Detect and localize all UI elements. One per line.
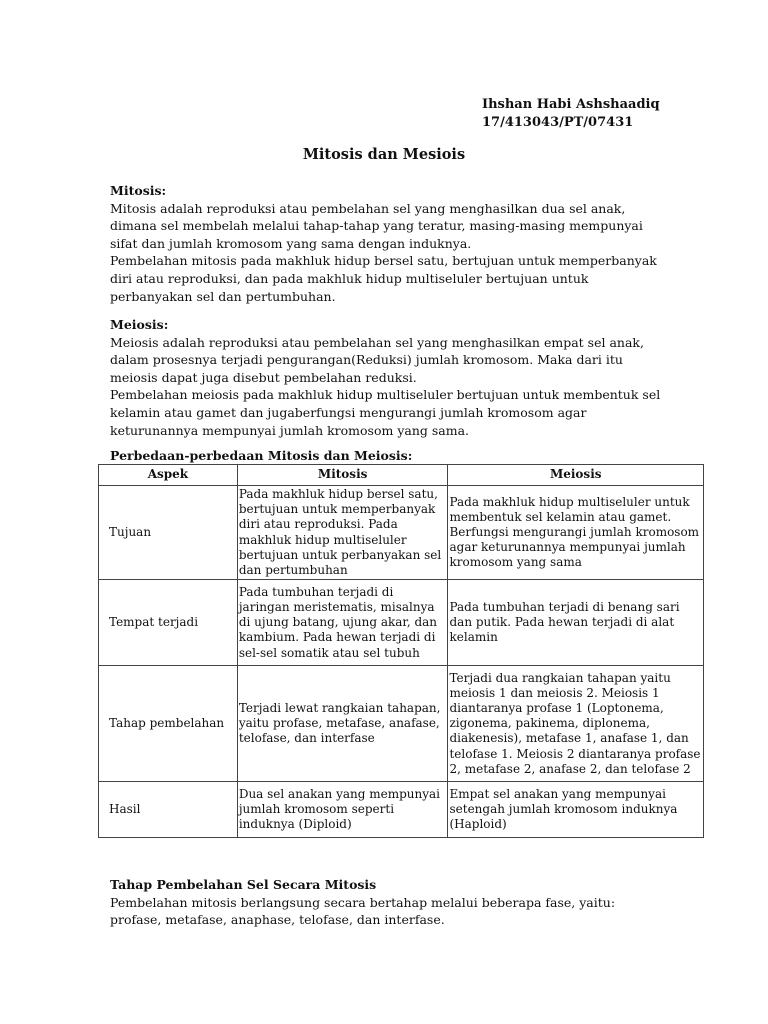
mitosis-paragraph-1: Mitosis adalah reproduksi atau pembelahan sel yang menghasilkan dua sel anak, dimana sel membelah melalui tahap-tahap yang teratur, masing-masing mempunyai sifat dan jumlah kromosom yang sama dengan induknya. [110, 200, 643, 251]
table-cell-aspect: Tujuan [99, 486, 238, 580]
meiosis-paragraph-1: Meiosis adalah reproduksi atau pembelahan sel yang menghasilkan empat sel anak, dalam prosesnya terjadi pengurangan(Reduksi) jumlah kromosom. Maka dari itu meiosis dapat juga disebut pembelahan reduksi. [110, 334, 644, 385]
table-row [99, 486, 704, 580]
author-block [482, 96, 660, 132]
table-header-row [99, 465, 704, 486]
table-heading: Perbedaan-perbedaan Mitosis dan Meiosis: [110, 448, 413, 463]
mitosis-section [110, 182, 670, 305]
table-cell-aspect: Tahap pembelahan [99, 666, 238, 782]
document-title: Mitosis dan Mesiois [302, 146, 466, 163]
table-row [99, 580, 704, 666]
table-cell-meiosis: Pada tumbuhan terjadi di benang sari dan putik. Pada hewan terjadi di alat kelamin [448, 580, 704, 666]
table-row [99, 782, 704, 838]
column-header-aspect: Aspek [99, 465, 238, 486]
mitosis-heading: Mitosis: [110, 183, 167, 198]
author-id: 17/413043/PT/07431 [482, 115, 634, 130]
table-cell-meiosis: Terjadi dua rangkaian tahapan yaitu meiosis 1 dan meiosis 2. Meiosis 1 diantaranya profase 1 (Loptonema, zigonema, pakinema, diplonema, diakenesis), metafase 1, anafase 1, dan telofase 1. Meiosis 2 diantaranya profase 2, metafase 2, anafase 2, dan telofase 2 [448, 666, 704, 782]
table-cell-aspect: Hasil [99, 782, 238, 838]
tahap-paragraph: Pembelahan mitosis berlangsung secara bertahap melalui beberapa fase, yaitu: profase, metafase, anaphase, telofase, dan interfase. [110, 894, 616, 928]
column-header-meiosis: Meiosis [448, 465, 704, 486]
tahap-heading: Tahap Pembelahan Sel Secara Mitosis [110, 877, 377, 892]
table-cell-mitosis: Terjadi lewat rangkaian tahapan, yaitu profase, metafase, anafase, telofase, dan interfase [237, 666, 448, 782]
table-cell-meiosis: Empat sel anakan yang mempunyai setengah jumlah kromosom induknya (Haploid) [448, 782, 704, 838]
tahap-section [110, 876, 670, 929]
table-cell-mitosis: Pada makhluk hidup bersel satu, bertujuan untuk memperbanyak diri atau reproduksi. Pada makhluk hidup multiseluler bertujuan untuk perbanyakan sel dan pertumbuhan [237, 486, 448, 580]
meiosis-paragraph-2: Pembelahan meiosis pada makhluk hidup multiseluler bertujuan untuk membentuk sel kelamin atau gamet dan jugaberfungsi mengurangi jumlah kromosom agar keturunannya mempunyai jumlah kromosom yang sama. [110, 387, 661, 438]
table-cell-meiosis: Pada makhluk hidup multiseluler untuk membentuk sel kelamin atau gamet. Berfungsi mengurangi jumlah kromosom agar keturunannya mempunyai jumlah kromosom yang sama [448, 486, 704, 580]
table-row [99, 666, 704, 782]
table-cell-mitosis: Pada tumbuhan terjadi di jaringan meristematis, misalnya di ujung batang, ujung akar, dan kambium. Pada hewan terjadi di sel-sel somatik atau sel tubuh [237, 580, 448, 666]
author-name: Ihshan Habi Ashshaadiq [482, 97, 660, 112]
column-header-mitosis: Mitosis [237, 465, 448, 486]
mitosis-paragraph-2: Pembelahan mitosis pada makhluk hidup bersel satu, bertujuan untuk memperbanyak diri atau reproduksi, dan pada makhluk hidup multiseluler bertujuan untuk perbanyakan sel dan pertumbuhan. [110, 253, 657, 304]
meiosis-heading: Meiosis: [110, 317, 169, 332]
table-cell-mitosis: Dua sel anakan yang mempunyai jumlah kromosom seperti induknya (Diploid) [237, 782, 448, 838]
meiosis-section [110, 316, 670, 439]
comparison-table [98, 464, 704, 838]
table-cell-aspect: Tempat terjadi [99, 580, 238, 666]
